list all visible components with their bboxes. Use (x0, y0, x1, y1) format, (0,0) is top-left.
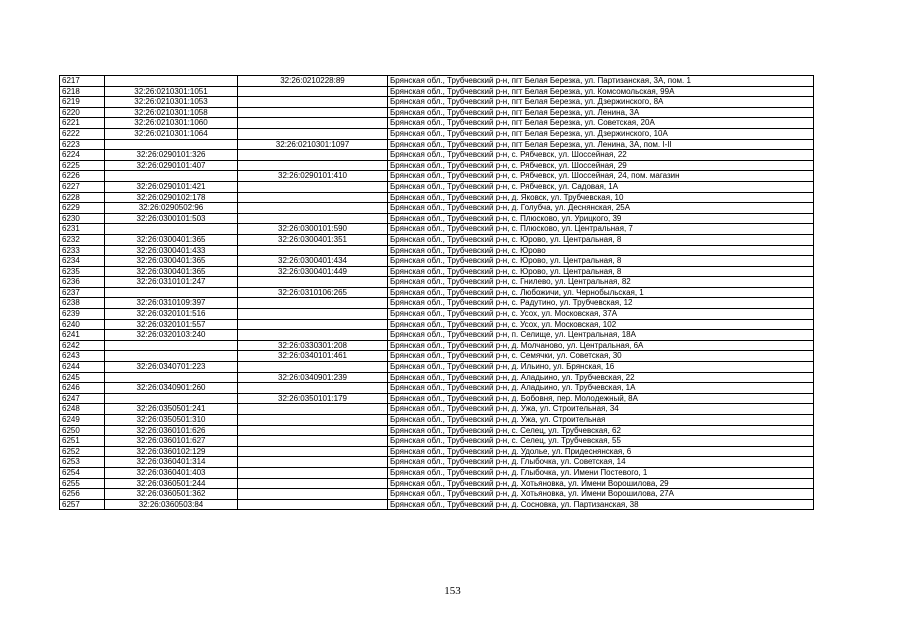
address-cell: Брянская обл., Трубчевский р-н, с. Селец, ул. Трубчевская, 62 (388, 425, 814, 436)
table-row (60, 404, 814, 415)
address-cell: Брянская обл., Трубчевский р-н, д. Аладьино, ул. Трубчевская, 22 (388, 372, 814, 383)
cadastral-number-cell: 32:26:0210301:1051 (105, 86, 238, 97)
address-cell: Брянская обл., Трубчевский р-н, д. Яковск, ул. Трубчевская, 10 (388, 192, 814, 203)
table-row (60, 266, 814, 277)
row-number-cell: 6245 (60, 372, 105, 383)
table-row (60, 330, 814, 341)
address-cell: Брянская обл., Трубчевский р-н, пгт Белая Березка, ул. Дзержинского, 10А (388, 128, 814, 139)
cadastral-number-cell (105, 76, 238, 87)
related-cadastral-number-cell (238, 446, 388, 457)
table-row (60, 181, 814, 192)
row-number-cell: 6220 (60, 107, 105, 118)
row-number-cell: 6238 (60, 298, 105, 309)
address-cell: Брянская обл., Трубчевский р-н, пгт Белая Березка, ул. Ленина, 3А (388, 107, 814, 118)
related-cadastral-number-cell (238, 192, 388, 203)
table-row (60, 256, 814, 267)
cadastral-number-cell: 32:26:0320101:516 (105, 309, 238, 320)
table-row (60, 277, 814, 288)
row-number-cell: 6233 (60, 245, 105, 256)
table-row (60, 383, 814, 394)
row-number-cell: 6240 (60, 319, 105, 330)
table-row (60, 478, 814, 489)
address-cell: Брянская обл., Трубчевский р-н, д. Глыбочка, ул. Имени Постевого, 1 (388, 467, 814, 478)
row-number-cell: 6249 (60, 415, 105, 426)
related-cadastral-number-cell (238, 383, 388, 394)
related-cadastral-number-cell (238, 457, 388, 468)
cadastral-number-cell: 32:26:0310101:247 (105, 277, 238, 288)
table-row (60, 97, 814, 108)
table-row (60, 425, 814, 436)
address-cell: Брянская обл., Трубчевский р-н, с. Семячки, ул. Советская, 30 (388, 351, 814, 362)
address-cell: Брянская обл., Трубчевский р-н, с. Плюсково, ул. Урицкого, 39 (388, 213, 814, 224)
cadastral-number-cell (105, 351, 238, 362)
row-number-cell: 6244 (60, 362, 105, 373)
address-cell: Брянская обл., Трубчевский р-н, с. Юрово (388, 245, 814, 256)
cadastral-number-cell: 32:26:0210301:1064 (105, 128, 238, 139)
related-cadastral-number-cell: 32:26:0310106:265 (238, 287, 388, 298)
row-number-cell: 6254 (60, 467, 105, 478)
row-number-cell: 6226 (60, 171, 105, 182)
cadastral-number-cell: 32:26:0300401:365 (105, 266, 238, 277)
address-cell: Брянская обл., Трубчевский р-н, с. Юрово, ул. Центральная, 8 (388, 256, 814, 267)
table-row (60, 213, 814, 224)
related-cadastral-number-cell: 32:26:0350101:179 (238, 393, 388, 404)
address-cell: Брянская обл., Трубчевский р-н, с. Усох, ул. Московская, 102 (388, 319, 814, 330)
related-cadastral-number-cell (238, 298, 388, 309)
related-cadastral-number-cell (238, 245, 388, 256)
row-number-cell: 6235 (60, 266, 105, 277)
table-row (60, 436, 814, 447)
row-number-cell: 6228 (60, 192, 105, 203)
address-cell: Брянская обл., Трубчевский р-н, пгт Белая Березка, ул. Советская, 20А (388, 118, 814, 129)
row-number-cell: 6229 (60, 203, 105, 214)
row-number-cell: 6223 (60, 139, 105, 150)
row-number-cell: 6251 (60, 436, 105, 447)
table-row (60, 499, 814, 510)
related-cadastral-number-cell (238, 499, 388, 510)
related-cadastral-number-cell (238, 309, 388, 320)
cadastral-number-cell: 32:26:0290102:178 (105, 192, 238, 203)
cadastral-number-cell (105, 287, 238, 298)
table-row (60, 351, 814, 362)
row-number-cell: 6255 (60, 478, 105, 489)
related-cadastral-number-cell (238, 404, 388, 415)
table-row (60, 224, 814, 235)
row-number-cell: 6253 (60, 457, 105, 468)
row-number-cell: 6221 (60, 118, 105, 129)
cadastral-number-cell: 32:26:0290502:96 (105, 203, 238, 214)
row-number-cell: 6219 (60, 97, 105, 108)
cadastral-number-cell: 32:26:0310109:397 (105, 298, 238, 309)
cadastral-number-cell: 32:26:0320101:557 (105, 319, 238, 330)
row-number-cell: 6243 (60, 351, 105, 362)
related-cadastral-number-cell (238, 150, 388, 161)
related-cadastral-number-cell: 32:26:0300401:434 (238, 256, 388, 267)
address-cell: Брянская обл., Трубчевский р-н, д. Голубча, ул. Деснянская, 25А (388, 203, 814, 214)
cadastral-number-cell: 32:26:0340901:260 (105, 383, 238, 394)
table-row (60, 446, 814, 457)
row-number-cell: 6224 (60, 150, 105, 161)
related-cadastral-number-cell: 32:26:0330301:208 (238, 340, 388, 351)
row-number-cell: 6252 (60, 446, 105, 457)
cadastral-number-cell: 32:26:0300101:503 (105, 213, 238, 224)
table-row (60, 362, 814, 373)
table-row (60, 192, 814, 203)
address-cell: Брянская обл., Трубчевский р-н, п. Селище, ул. Центральная, 18А (388, 330, 814, 341)
related-cadastral-number-cell (238, 107, 388, 118)
cadastral-number-cell (105, 171, 238, 182)
table-row (60, 489, 814, 500)
cadastral-number-cell: 32:26:0360503:84 (105, 499, 238, 510)
address-cell: Брянская обл., Трубчевский р-н, с. Рябчевск, ул. Шоссейная, 29 (388, 160, 814, 171)
related-cadastral-number-cell: 32:26:0300101:590 (238, 224, 388, 235)
cadastral-number-cell: 32:26:0360501:362 (105, 489, 238, 500)
registry-table-body (60, 76, 814, 510)
table-row (60, 245, 814, 256)
table-row (60, 340, 814, 351)
cadastral-number-cell: 32:26:0290101:421 (105, 181, 238, 192)
related-cadastral-number-cell: 32:26:0340901:239 (238, 372, 388, 383)
table-row (60, 298, 814, 309)
cadastral-number-cell: 32:26:0350501:241 (105, 404, 238, 415)
address-cell: Брянская обл., Трубчевский р-н, с. Радутино, ул. Трубчевская, 12 (388, 298, 814, 309)
cadastral-number-cell: 32:26:0210301:1058 (105, 107, 238, 118)
table-row (60, 107, 814, 118)
table-row (60, 76, 814, 87)
address-cell: Брянская обл., Трубчевский р-н, пгт Белая Березка, ул. Дзержинского, 8А (388, 97, 814, 108)
cadastral-number-cell (105, 393, 238, 404)
table-row (60, 467, 814, 478)
address-cell: Брянская обл., Трубчевский р-н, д. Ужа, ул. Строительная, 34 (388, 404, 814, 415)
cadastral-number-cell: 32:26:0360102:129 (105, 446, 238, 457)
related-cadastral-number-cell: 32:26:0340101:461 (238, 351, 388, 362)
table-row (60, 139, 814, 150)
address-cell: Брянская обл., Трубчевский р-н, с. Рябчевск, ул. Шоссейная, 24, пом. магазин (388, 171, 814, 182)
table-row (60, 150, 814, 161)
row-number-cell: 6230 (60, 213, 105, 224)
cadastral-number-cell: 32:26:0210301:1060 (105, 118, 238, 129)
table-row (60, 415, 814, 426)
page-number: 153 (444, 585, 461, 597)
related-cadastral-number-cell (238, 319, 388, 330)
address-cell: Брянская обл., Трубчевский р-н, с. Рябчевск, ул. Садовая, 1А (388, 181, 814, 192)
address-cell: Брянская обл., Трубчевский р-н, д. Бобовня, пер. Молодежный, 8А (388, 393, 814, 404)
address-cell: Брянская обл., Трубчевский р-н, с. Селец, ул. Трубчевская, 55 (388, 436, 814, 447)
table-row (60, 372, 814, 383)
property-registry-table (59, 75, 814, 510)
cadastral-number-cell: 32:26:0300401:433 (105, 245, 238, 256)
related-cadastral-number-cell: 32:26:0210301:1097 (238, 139, 388, 150)
address-cell: Брянская обл., Трубчевский р-н, д. Хотьяновка, ул. Имени Ворошилова, 29 (388, 478, 814, 489)
table-row (60, 287, 814, 298)
address-cell: Брянская обл., Трубчевский р-н, с. Юрово, ул. Центральная, 8 (388, 266, 814, 277)
table-row (60, 128, 814, 139)
cadastral-number-cell: 32:26:0290101:326 (105, 150, 238, 161)
cadastral-number-cell: 32:26:0360401:314 (105, 457, 238, 468)
address-cell: Брянская обл., Трубчевский р-н, с. Любожичи, ул. Чернобыльская, 1 (388, 287, 814, 298)
row-number-cell: 6247 (60, 393, 105, 404)
related-cadastral-number-cell: 32:26:0210228:89 (238, 76, 388, 87)
row-number-cell: 6222 (60, 128, 105, 139)
cadastral-number-cell: 32:26:0360401:403 (105, 467, 238, 478)
row-number-cell: 6217 (60, 76, 105, 87)
row-number-cell: 6236 (60, 277, 105, 288)
cadastral-number-cell (105, 224, 238, 235)
related-cadastral-number-cell (238, 425, 388, 436)
cadastral-number-cell: 32:26:0350501:310 (105, 415, 238, 426)
related-cadastral-number-cell (238, 160, 388, 171)
cadastral-number-cell: 32:26:0300401:365 (105, 256, 238, 267)
cadastral-number-cell (105, 139, 238, 150)
address-cell: Брянская обл., Трубчевский р-н, пгт Белая Березка, ул. Комсомольская, 99А (388, 86, 814, 97)
address-cell: Брянская обл., Трубчевский р-н, д. Сосновка, ул. Партизанская, 38 (388, 499, 814, 510)
row-number-cell: 6231 (60, 224, 105, 235)
related-cadastral-number-cell (238, 203, 388, 214)
address-cell: Брянская обл., Трубчевский р-н, д. Ильино, ул. Брянская, 16 (388, 362, 814, 373)
related-cadastral-number-cell: 32:26:0290101:410 (238, 171, 388, 182)
related-cadastral-number-cell (238, 478, 388, 489)
address-cell: Брянская обл., Трубчевский р-н, с. Плюсково, ул. Центральная, 7 (388, 224, 814, 235)
address-cell: Брянская обл., Трубчевский р-н, пгт Белая Березка, ул. Партизанская, 3А, пом. 1 (388, 76, 814, 87)
address-cell: Брянская обл., Трубчевский р-н, д. Хотьяновка, ул. Имени Ворошилова, 27А (388, 489, 814, 500)
row-number-cell: 6250 (60, 425, 105, 436)
cadastral-number-cell: 32:26:0360101:627 (105, 436, 238, 447)
row-number-cell: 6248 (60, 404, 105, 415)
row-number-cell: 6246 (60, 383, 105, 394)
cadastral-number-cell: 32:26:0300401:365 (105, 234, 238, 245)
address-cell: Брянская обл., Трубчевский р-н, д. Удолье, ул. Придеснянская, 6 (388, 446, 814, 457)
cadastral-number-cell: 32:26:0210301:1053 (105, 97, 238, 108)
related-cadastral-number-cell (238, 86, 388, 97)
related-cadastral-number-cell: 32:26:0300401:449 (238, 266, 388, 277)
related-cadastral-number-cell (238, 213, 388, 224)
address-cell: Брянская обл., Трубчевский р-н, д. Глыбочка, ул. Советская, 14 (388, 457, 814, 468)
cadastral-number-cell (105, 372, 238, 383)
row-number-cell: 6234 (60, 256, 105, 267)
address-cell: Брянская обл., Трубчевский р-н, д. Аладьино, ул. Трубчевская, 1А (388, 383, 814, 394)
row-number-cell: 6218 (60, 86, 105, 97)
cadastral-number-cell: 32:26:0360101:626 (105, 425, 238, 436)
address-cell: Брянская обл., Трубчевский р-н, д. Молчаново, ул. Центральная, 6А (388, 340, 814, 351)
row-number-cell: 6232 (60, 234, 105, 245)
related-cadastral-number-cell (238, 128, 388, 139)
address-cell: Брянская обл., Трубчевский р-н, с. Гнилево, ул. Центральная, 82 (388, 277, 814, 288)
cadastral-number-cell (105, 340, 238, 351)
cadastral-number-cell: 32:26:0290101:407 (105, 160, 238, 171)
related-cadastral-number-cell (238, 330, 388, 341)
table-row (60, 457, 814, 468)
row-number-cell: 6241 (60, 330, 105, 341)
related-cadastral-number-cell (238, 467, 388, 478)
address-cell: Брянская обл., Трубчевский р-н, с. Усох, ул. Московская, 37А (388, 309, 814, 320)
table-row (60, 171, 814, 182)
table-row (60, 234, 814, 245)
table-row (60, 86, 814, 97)
table-row (60, 393, 814, 404)
related-cadastral-number-cell (238, 362, 388, 373)
row-number-cell: 6257 (60, 499, 105, 510)
related-cadastral-number-cell (238, 181, 388, 192)
table-row (60, 160, 814, 171)
table-row (60, 309, 814, 320)
table-row (60, 118, 814, 129)
cadastral-number-cell: 32:26:0360501:244 (105, 478, 238, 489)
related-cadastral-number-cell (238, 97, 388, 108)
related-cadastral-number-cell: 32:26:0300401:351 (238, 234, 388, 245)
related-cadastral-number-cell (238, 118, 388, 129)
row-number-cell: 6237 (60, 287, 105, 298)
table-row (60, 203, 814, 214)
row-number-cell: 6239 (60, 309, 105, 320)
row-number-cell: 6242 (60, 340, 105, 351)
row-number-cell: 6225 (60, 160, 105, 171)
row-number-cell: 6227 (60, 181, 105, 192)
address-cell: Брянская обл., Трубчевский р-н, пгт Белая Березка, ул. Ленина, 3А, пом. I-II (388, 139, 814, 150)
address-cell: Брянская обл., Трубчевский р-н, д. Ужа, ул. Строительная (388, 415, 814, 426)
address-cell: Брянская обл., Трубчевский р-н, с. Юрово, ул. Центральная, 8 (388, 234, 814, 245)
related-cadastral-number-cell (238, 277, 388, 288)
cadastral-number-cell: 32:26:0340701:223 (105, 362, 238, 373)
row-number-cell: 6256 (60, 489, 105, 500)
related-cadastral-number-cell (238, 436, 388, 447)
cadastral-number-cell: 32:26:0320103:240 (105, 330, 238, 341)
related-cadastral-number-cell (238, 415, 388, 426)
table-row (60, 319, 814, 330)
related-cadastral-number-cell (238, 489, 388, 500)
address-cell: Брянская обл., Трубчевский р-н, с. Рябчевск, ул. Шоссейная, 22 (388, 150, 814, 161)
